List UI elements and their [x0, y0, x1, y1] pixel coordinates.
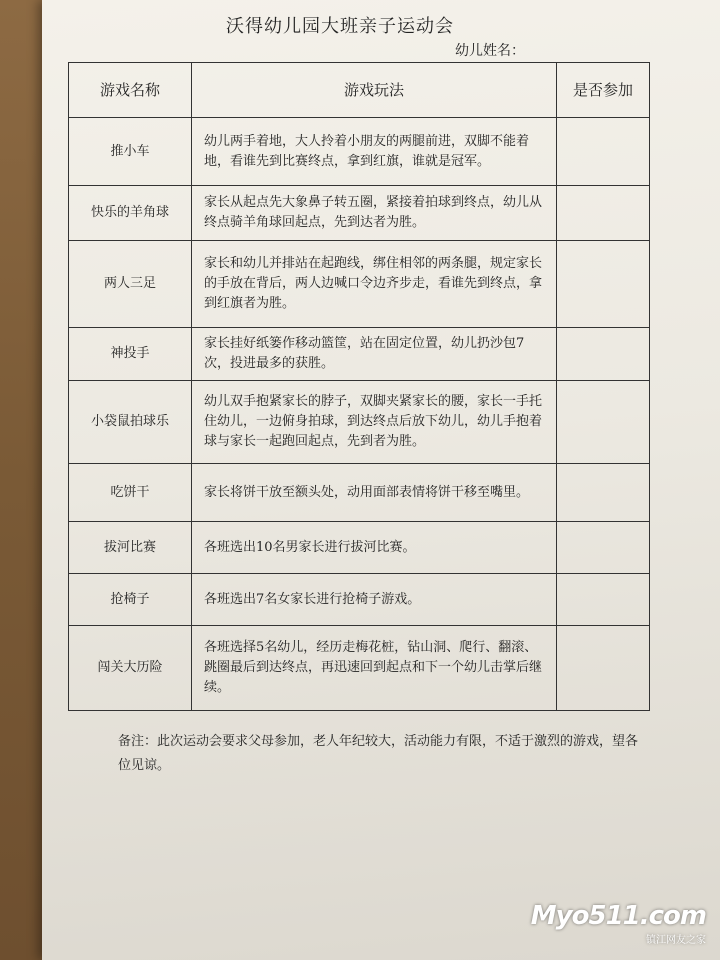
footnote: 备注：此次运动会要求父母参加，老人年纪较大，活动能力有限，不适于激烈的游戏，望各位见谅。 [118, 734, 639, 773]
table-row [69, 522, 650, 574]
table-header-row [69, 63, 650, 118]
table-row [69, 464, 650, 522]
game-rule-cell: 幼儿双手抱紧家长的脖子，双脚夹紧家长的腰，家长一手托住幼儿，一边俯身拍球，到达终点后放下幼儿，幼儿手抱着球与家长一起跑回起点，先到者为胜。 [192, 381, 557, 464]
game-name-cell: 小袋鼠拍球乐 [69, 381, 192, 464]
game-name-cell: 推小车 [69, 118, 192, 186]
game-name-cell: 闯关大历险 [69, 626, 192, 711]
games-table [68, 62, 650, 711]
participate-cell [557, 118, 650, 186]
game-rule-cell: 家长从起点先大象鼻子转五圈，紧接着拍球到终点，幼儿从终点骑羊角球回起点，先到达者为胜。 [192, 186, 557, 241]
site-watermark [531, 901, 706, 946]
participate-cell [557, 626, 650, 711]
header-participate: 是否参加 [557, 63, 650, 118]
header-game-name: 游戏名称 [69, 63, 192, 118]
game-rule-cell: 各班选出7名女家长进行抢椅子游戏。 [192, 574, 557, 626]
table-row [69, 381, 650, 464]
table-row [69, 241, 650, 328]
table-row [69, 574, 650, 626]
participate-cell [557, 186, 650, 241]
game-name-cell: 吃饼干 [69, 464, 192, 522]
game-rule-cell: 家长将饼干放至额头处，动用面部表情将饼干移至嘴里。 [192, 464, 557, 522]
header-game-rules: 游戏玩法 [192, 63, 557, 118]
participate-cell [557, 574, 650, 626]
game-name-cell: 两人三足 [69, 241, 192, 328]
participate-cell [557, 381, 650, 464]
child-name-label: 幼儿姓名： [455, 43, 525, 59]
game-rule-cell: 幼儿两手着地，大人拎着小朋友的两腿前进，双脚不能着地，看谁先到比赛终点，拿到红旗，谁就是冠军。 [192, 118, 557, 186]
page-title: 沃得幼儿园大班亲子运动会 [226, 16, 454, 37]
participate-cell [557, 522, 650, 574]
game-name-cell: 拔河比赛 [69, 522, 192, 574]
game-rule-cell: 各班选择5名幼儿，经历走梅花桩，钻山洞、爬行、翻滚、跳圈最后到达终点，再迅速回到起点和下一个幼儿击掌后继续。 [192, 626, 557, 711]
watermark-subtitle: 镇江网友之家 [646, 935, 706, 946]
watermark-logo: Myo511.com [530, 901, 706, 931]
game-rule-cell: 各班选出10名男家长进行拔河比赛。 [192, 522, 557, 574]
table-row [69, 328, 650, 381]
game-rule-cell: 家长和幼儿并排站在起跑线，绑住相邻的两条腿，规定家长的手放在背后，两人边喊口令边齐步走，看谁先到终点，拿到红旗者为胜。 [192, 241, 557, 328]
game-name-cell: 抢椅子 [69, 574, 192, 626]
game-rule-cell: 家长挂好纸篓作移动篮筐，站在固定位置，幼儿扔沙包7次，投进最多的获胜。 [192, 328, 557, 381]
participate-cell [557, 464, 650, 522]
game-name-cell: 神投手 [69, 328, 192, 381]
game-name-cell: 快乐的羊角球 [69, 186, 192, 241]
participate-cell [557, 328, 650, 381]
participate-cell [557, 241, 650, 328]
table-row [69, 118, 650, 186]
table-row [69, 626, 650, 711]
table-row [69, 186, 650, 241]
